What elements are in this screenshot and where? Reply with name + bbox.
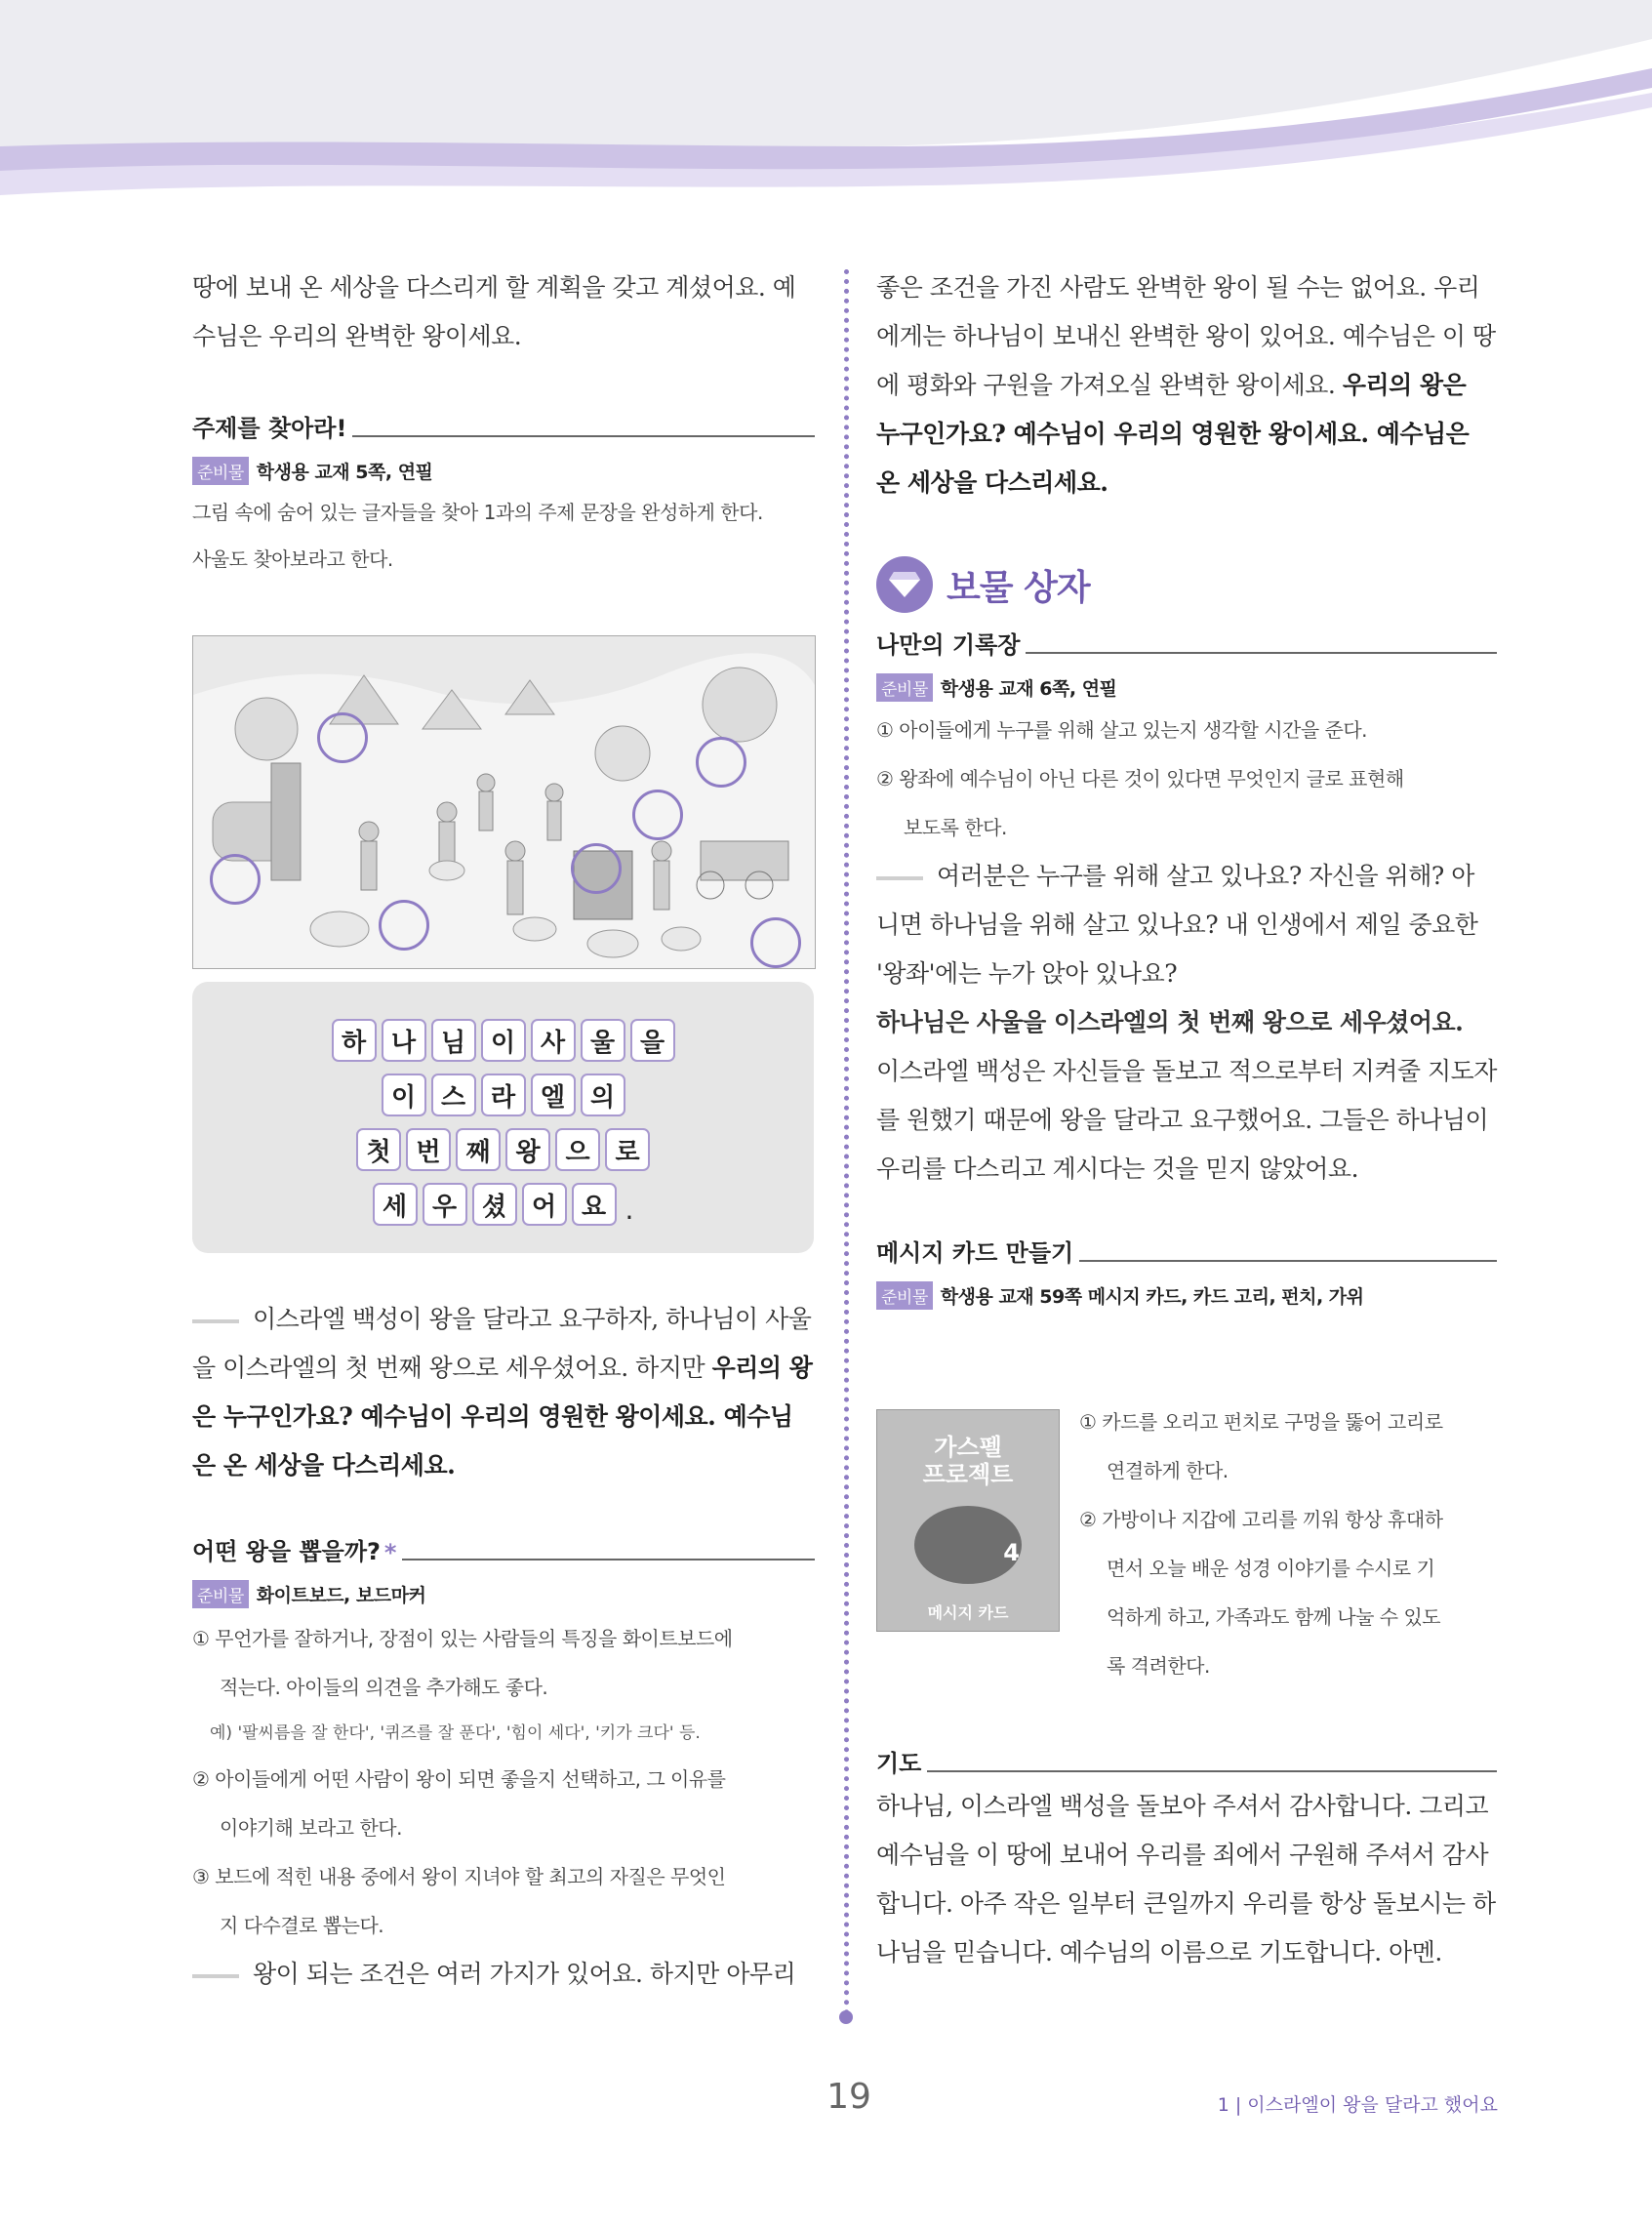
puzzle-row-3 [192, 1128, 814, 1171]
hidden-letter-circle [210, 854, 261, 905]
hidden-letter-circle [750, 917, 801, 968]
puzzle-letter-tile: 나 [382, 1019, 426, 1062]
puzzle-letter-tile: 울 [581, 1019, 625, 1062]
section-find-theme-title: 주제를 찾아라! [192, 408, 815, 443]
header-wave-decoration [0, 0, 1652, 195]
card-number: 4 [1003, 1539, 1020, 1566]
puzzle-letter-tile: 왕 [505, 1128, 550, 1171]
step-1: ① 아이들에게 누구를 위해 살고 있는지 생각할 시간을 준다. [876, 718, 1368, 742]
puzzle-letter-tile: 하 [332, 1019, 377, 1062]
step-1: ① 무언가를 잘하거나, 장점이 있는 사람들의 특징을 화이트보드에 [192, 1627, 733, 1650]
puzzle-letter-tile: 스 [431, 1074, 476, 1116]
continued-paragraph: 좋은 조건을 가진 사람도 완벽한 왕이 될 수는 없어요. 우리에게는 하나님이 보내신 완벽한 왕이 있어요. 예수님은 이 땅에 평화와 구원을 가져오실 완벽한 왕이세요. 우리의 왕은 누구인가요? 예수님이 우리의 영원한 왕이세요. 예수님은 온 세상을 다스리세요. [876, 273, 1496, 497]
theme-sentence-puzzle [192, 982, 814, 1253]
puzzle-letter-tile: 로 [605, 1128, 650, 1171]
puzzle-letter-tile: 이 [481, 1019, 526, 1062]
puzzle-letter-tile: 셨 [472, 1183, 517, 1226]
teacher-speech-paragraph: 여러분은 누구를 위해 살고 있나요? 자신을 위해? 아니면 하나님을 위해 살고 있나요? 내 인생에서 제일 중요한 '왕좌'에는 누가 앉아 있나요? [876, 862, 1478, 988]
right-column [876, 263, 1497, 1310]
puzzle-letter-tile: 요 [572, 1183, 617, 1226]
example-text: 예) '팔씨름을 잘 한다', '퀴즈를 잘 푼다', '힘이 세다', '키가 크다' 등. [210, 1723, 701, 1743]
puzzle-row-1 [192, 1019, 814, 1062]
step-2-cont: 억하게 하고, 가족과도 함께 나눌 수 있도 [1107, 1605, 1441, 1629]
hidden-letter-circle [317, 712, 368, 763]
prayer-section [876, 1743, 1497, 1977]
puzzle-letter-tile: 첫 [356, 1128, 401, 1171]
hidden-letter-circle [632, 790, 683, 840]
puzzle-letter-tile: 님 [431, 1019, 476, 1062]
puzzle-letter-tile: 라 [481, 1074, 526, 1116]
prep-materials: 준비물 학생용 교재 59쪽 메시지 카드, 카드 고리, 펀치, 가위 [876, 1281, 1497, 1310]
section-prayer-title: 기도 [876, 1743, 1497, 1778]
speech-dash [192, 1974, 239, 1978]
gem-icon [876, 556, 933, 613]
message-card-image [876, 1409, 1060, 1632]
section-my-journal-title: 나만의 기록장 [876, 625, 1497, 660]
chapter-footer: 1 | 이스라엘이 왕을 달라고 했어요 [1217, 2094, 1498, 2116]
explanation-paragraph: 이스라엘 백성은 자신들을 돌보고 적으로부터 지켜줄 지도자를 원했기 때문에 왕을 달라고 요구했어요. 그들은 하나님이 우리를 다스리고 계시다는 것을 믿지 않았어요. [876, 1057, 1497, 1183]
prep-materials: 준비물 화이트보드, 보드마커 [192, 1580, 815, 1608]
puzzle-letter-tile: 세 [373, 1183, 418, 1226]
step-2-cont: 면서 오늘 배운 성경 이야기를 수시로 기 [1107, 1557, 1435, 1580]
teacher-speech-paragraph: 이스라엘 백성이 왕을 달라고 요구하자, 하나님이 사울을 이스라엘의 첫 번째 왕으로 세우셨어요. 하지만 우리의 왕은 누구인가요? 예수님이 우리의 영원한 왕이세요. 예수님은 온 세상을 다스리세요. [192, 1305, 813, 1479]
section-message-card-title: 메시지 카드 만들기 [876, 1233, 1497, 1268]
card-title: 가스펠 프로젝트 [922, 1434, 1014, 1488]
step-1: ① 카드를 오리고 펀치로 구멍을 뚫어 고리로 [1079, 1410, 1443, 1434]
puzzle-letter-tile: 어 [522, 1183, 567, 1226]
star-mark: * [383, 1539, 397, 1566]
left-column-lower [192, 1295, 815, 1999]
step-2: ② 왕좌에 예수님이 아닌 다른 것이 있다면 무엇인지 글로 표현해 [876, 767, 1404, 790]
prayer-text: 하나님, 이스라엘 백성을 돌보아 주셔서 감사합니다. 그리고 예수님을 이 땅에 보내어 우리를 죄에서 구원해 주셔서 감사합니다. 아주 작은 일부터 큰일까지 우리를 항상 돌보시는 하나님을 믿습니다. 예수님의 이름으로 기도합니다. 아멘. [876, 1792, 1496, 1966]
step-3-cont: 지 다수결로 뽑는다. [220, 1914, 384, 1937]
treasure-box-header: 보물 상자 [876, 556, 1497, 613]
prep-materials: 준비물 학생용 교재 6쪽, 연필 [876, 673, 1497, 702]
puzzle-letter-tile: 엘 [531, 1074, 576, 1116]
teacher-speech-line: 왕이 되는 조건은 여러 가지가 있어요. 하지만 아무리 [192, 1950, 815, 1999]
section-choose-king-title: 어떤 왕을 뽑을까? * [192, 1531, 815, 1566]
puzzle-row-4 [192, 1183, 814, 1226]
puzzle-letter-tile: 의 [581, 1074, 625, 1116]
puzzle-row-2 [192, 1074, 814, 1116]
step-2: ② 가방이나 지갑에 고리를 끼워 항상 휴대하 [1079, 1508, 1443, 1531]
puzzle-letter-tile: 번 [406, 1128, 451, 1171]
puzzle-letter-tile: 사 [531, 1019, 576, 1062]
prep-badge: 준비물 [876, 673, 933, 702]
instruction-text: 그림 속에 숨어 있는 글자들을 찾아 1과의 주제 문장을 완성하게 한다. [192, 501, 763, 524]
speech-dash [876, 876, 923, 880]
page-number: 19 [826, 2077, 871, 2117]
speech-dash [192, 1319, 239, 1323]
puzzle-letter-tile: 째 [456, 1128, 501, 1171]
puzzle-letter-tile: 을 [630, 1019, 675, 1062]
step-1-cont: 적는다. 아이들의 의견을 추가해도 좋다. [220, 1676, 548, 1699]
puzzle-letter-tile: 우 [423, 1183, 467, 1226]
step-2-cont: 이야기해 보라고 한다. [220, 1816, 402, 1840]
puzzle-letter-tile: 이 [382, 1074, 426, 1116]
hidden-letter-circle [696, 737, 746, 788]
step-2-cont: 보도록 한다. [904, 816, 1007, 839]
instruction-text: 사울도 찾아보라고 한다. [192, 547, 393, 571]
prep-badge: 준비물 [192, 457, 249, 485]
card-label: 메시지 카드 [927, 1603, 1009, 1622]
message-card-steps [1079, 1398, 1501, 1690]
prep-badge: 준비물 [192, 1580, 249, 1608]
left-column [192, 263, 815, 583]
hidden-word-illustration [192, 635, 816, 969]
step-2: ② 아이들에게 어떤 사람이 왕이 되면 좋을지 선택하고, 그 이유를 [192, 1767, 726, 1791]
intro-paragraph: 땅에 보내 온 세상을 다스리게 할 계획을 갖고 계셨어요. 예수님은 우리의 완벽한 왕이세요. [192, 273, 796, 350]
step-2-cont: 록 격려한다. [1107, 1654, 1210, 1678]
step-1-cont: 연결하게 한다. [1107, 1459, 1229, 1482]
key-sentence: 하나님은 사울을 이스라엘의 첫 번째 왕으로 세우셨어요. [876, 1008, 1464, 1036]
puzzle-letter-tile: 으 [555, 1128, 600, 1171]
hidden-letter-circle [379, 900, 429, 951]
prep-badge: 준비물 [876, 1281, 933, 1310]
column-divider [844, 269, 849, 2016]
divider-end-dot [839, 2010, 853, 2024]
hidden-letter-circle [571, 843, 622, 894]
step-3: ③ 보드에 적힌 내용 중에서 왕이 지녀야 할 최고의 자질은 무엇인 [192, 1865, 726, 1888]
prep-materials: 준비물 학생용 교재 5쪽, 연필 [192, 457, 815, 485]
puzzle-period: . [625, 1194, 634, 1226]
